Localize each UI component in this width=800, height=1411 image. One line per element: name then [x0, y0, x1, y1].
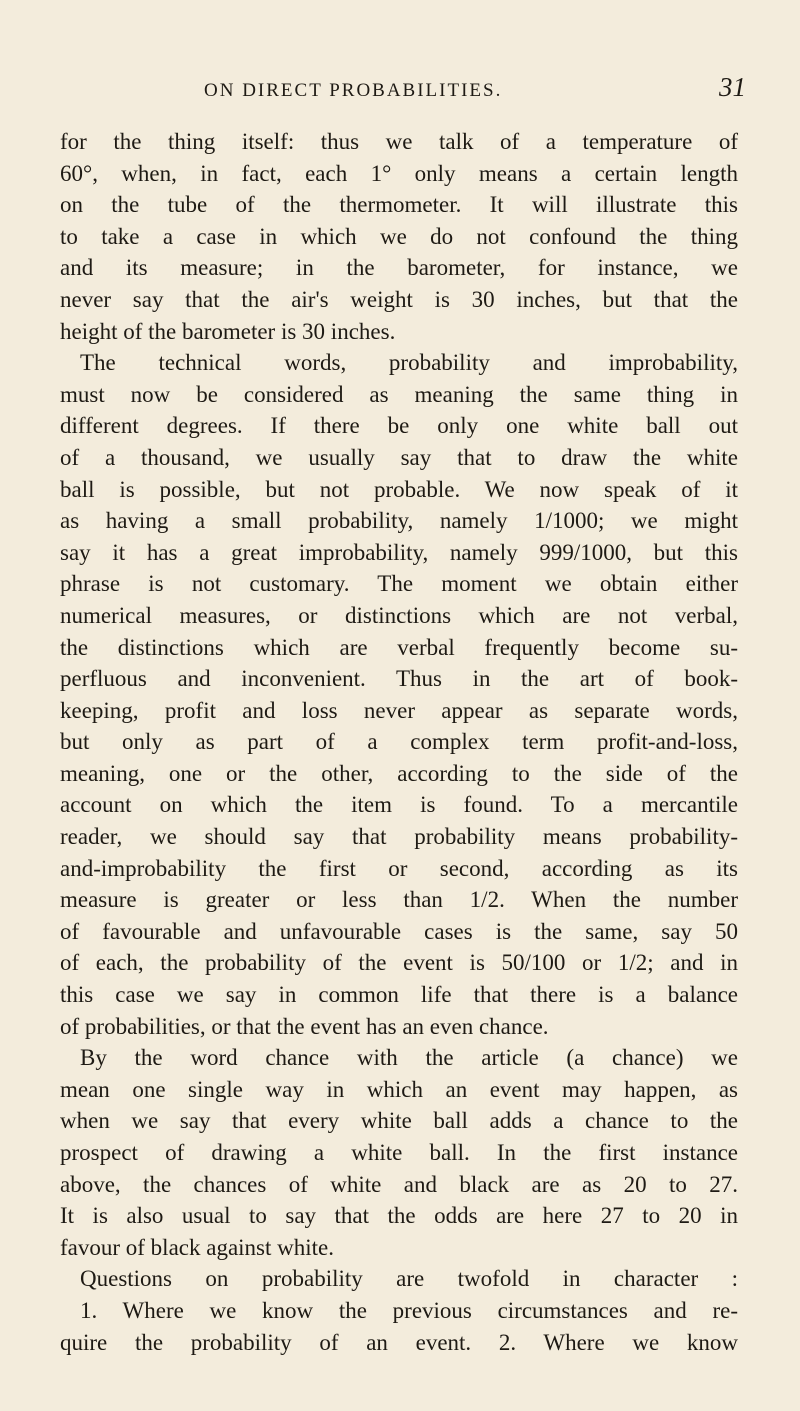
text-line: ball is possible, but not probable. We now speak of it	[60, 476, 738, 502]
text-line: different degrees. If there be only one white ball out	[60, 413, 738, 439]
text-line: favour of black against white.	[60, 1234, 334, 1260]
text-line: of probabilities, or that the event has an even chance.	[60, 1013, 549, 1039]
text-line: the distinctions which are verbal frequently become su-	[60, 634, 738, 660]
running-title: ON DIRECT PROBABILITIES.	[204, 80, 503, 101]
text-line: It is also usual to say that the odds are here 27 to 20 in	[60, 1203, 738, 1229]
text-line: By the word chance with the article (a chance) we	[80, 1045, 738, 1071]
text-line: 60°, when, in fact, each 1° only means a certain length	[60, 160, 738, 186]
text-line: and-improbability the first or second, according as its	[60, 855, 738, 881]
text-line: when we say that every white ball adds a chance to the	[60, 1108, 738, 1134]
text-line: meaning, one or the other, according to the side of the	[60, 760, 738, 786]
text-line: never say that the air's weight is 30 inches, but that the	[60, 286, 738, 312]
text-line: as having a small probability, namely 1/1000; we might	[60, 508, 738, 534]
text-line: perfluous and inconvenient. Thus in the art of book-	[60, 666, 738, 692]
text-line: of each, the probability of the event is 50/100 or 1/2; and in	[60, 950, 738, 976]
text-line: phrase is not customary. The moment we obtain either	[60, 571, 738, 597]
text-line: The technical words, probability and improbability,	[80, 350, 738, 376]
page-number: 31	[719, 72, 746, 102]
text-line: on the tube of the thermometer. It will illustrate this	[60, 192, 738, 218]
text-line: measure is greater or less than 1/2. When the number	[60, 887, 738, 913]
text-line: reader, we should say that probability means probability-	[60, 824, 738, 850]
text-line: must now be considered as meaning the same thing in	[60, 381, 738, 407]
running-head	[0, 72, 800, 106]
text-line: account on which the item is found. To a mercantile	[60, 792, 738, 818]
text-line: and its measure; in the barometer, for instance, we	[60, 255, 738, 281]
text-line: mean one single way in which an event may happen, as	[60, 1076, 738, 1102]
text-line: 1. Where we know the previous circumstances and re-	[80, 1297, 738, 1323]
text-line: but only as part of a complex term profit-and-loss,	[60, 729, 738, 755]
text-line: numerical measures, or distinctions which are not verbal,	[60, 602, 738, 628]
text-line: quire the probability of an event. 2. Where we know	[60, 1329, 738, 1355]
text-line: prospect of drawing a white ball. In the first instance	[60, 1140, 738, 1165]
text-line: of favourable and unfavourable cases is the same, say 50	[60, 918, 738, 944]
text-line: for the thing itself: thus we talk of a temperature of	[60, 129, 738, 154]
text-line: height of the barometer is 30 inches.	[60, 318, 396, 344]
text-line: to take a case in which we do not confound the thing	[60, 223, 738, 249]
text-line: keeping, profit and loss never appear as separate words,	[60, 697, 738, 723]
text-line: of a thousand, we usually say that to draw the white	[60, 444, 738, 470]
text-line: say it has a great improbability, namely 999/1000, but this	[60, 539, 738, 565]
text-line: Questions on probability are twofold in character :	[80, 1266, 738, 1292]
text-line: this case we say in common life that there is a balance	[60, 982, 738, 1008]
body-text	[60, 126, 738, 1358]
text-line: above, the chances of white and black are as 20 to 27.	[60, 1171, 738, 1197]
